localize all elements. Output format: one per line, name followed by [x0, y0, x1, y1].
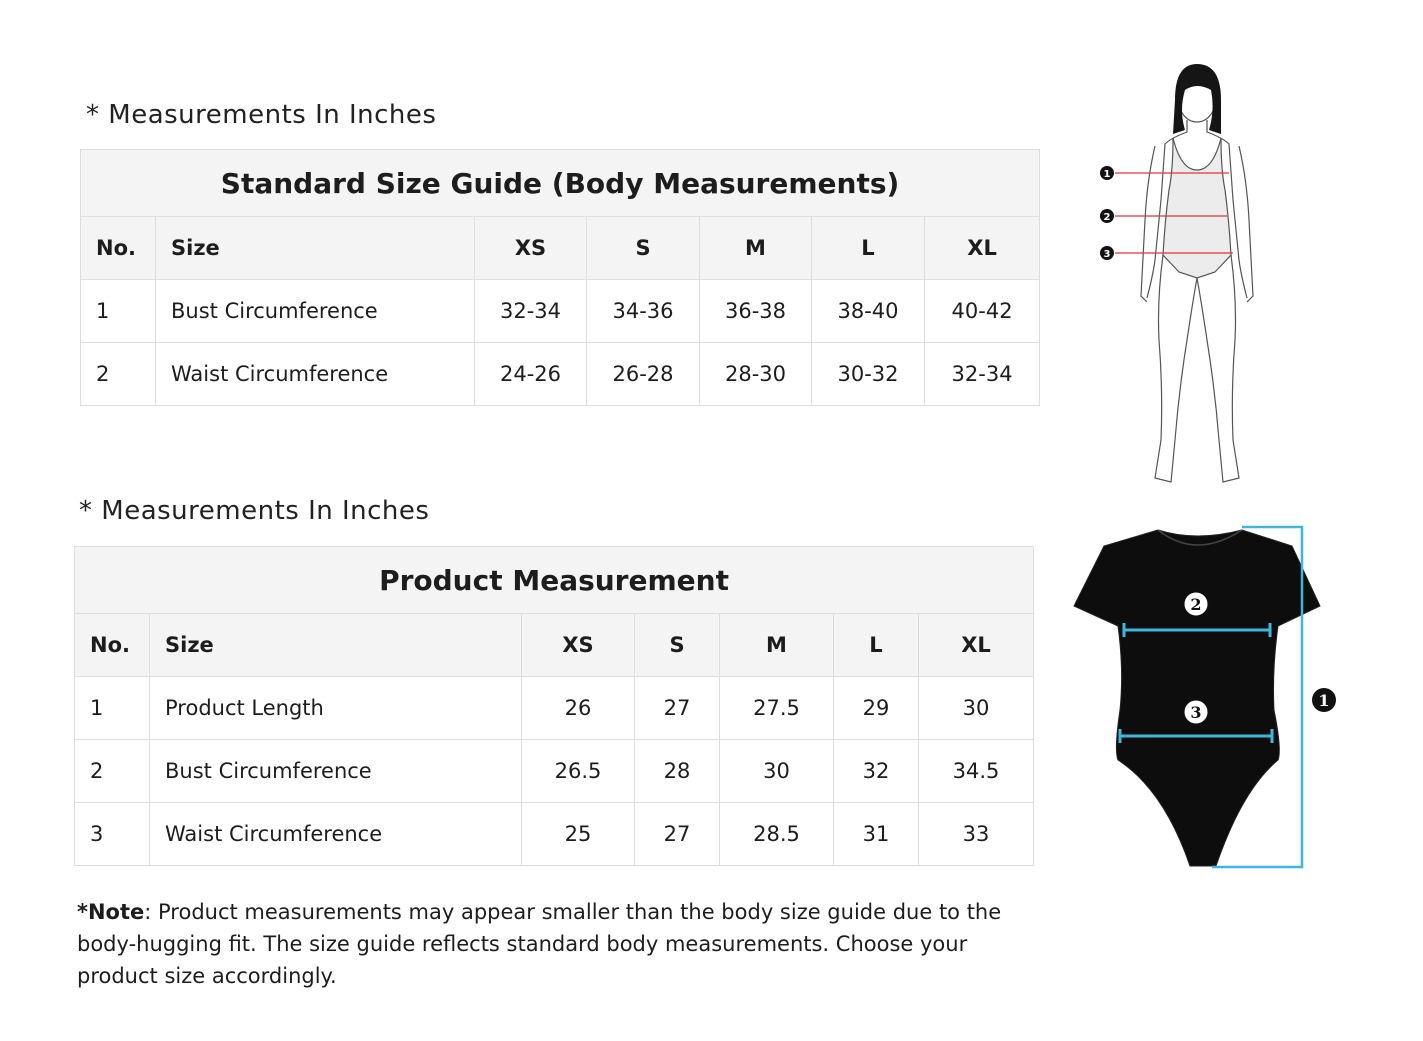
marker-label: 1: [1318, 691, 1330, 710]
table-cell: Product Length: [150, 677, 522, 740]
measurement-unit-note: * Measurements In Inches: [79, 496, 430, 526]
header-cell: S: [587, 217, 700, 280]
bodysuit-shape: [1074, 530, 1320, 866]
table-cell: Waist Circumference: [156, 343, 475, 406]
table-cell: 27.5: [720, 677, 834, 740]
body-measurement-figure: [1095, 60, 1265, 490]
product-measurement-table: [74, 546, 1034, 866]
table-cell: 26: [522, 677, 635, 740]
table-title: Product Measurement: [75, 547, 1034, 614]
table-cell: 28-30: [700, 343, 812, 406]
table-cell: 29: [834, 677, 919, 740]
table-cell: 33: [919, 803, 1034, 866]
table-cell: 34-36: [587, 280, 700, 343]
table-header-row: [75, 614, 1034, 677]
table-cell: Bust Circumference: [156, 280, 475, 343]
table-cell: 27: [635, 803, 720, 866]
table-cell: 1: [75, 677, 150, 740]
table-row: [75, 803, 1034, 866]
table-header-row: [81, 217, 1040, 280]
table-cell: 31: [834, 803, 919, 866]
table-cell: 28.5: [720, 803, 834, 866]
table-cell: 40-42: [925, 280, 1040, 343]
header-cell: No.: [75, 614, 150, 677]
header-cell: M: [700, 217, 812, 280]
table-cell: 32-34: [475, 280, 587, 343]
header-cell: L: [812, 217, 925, 280]
marker-label: 3: [1190, 703, 1202, 722]
marker-label: 2: [1103, 212, 1111, 223]
table-row: [81, 280, 1040, 343]
table-cell: 30: [720, 740, 834, 803]
table-cell: 1: [81, 280, 156, 343]
header-cell: Size: [156, 217, 475, 280]
table-cell: 2: [75, 740, 150, 803]
table-cell: 26.5: [522, 740, 635, 803]
table-row: [81, 343, 1040, 406]
body-outline: [1141, 68, 1253, 482]
marker-label: 3: [1103, 249, 1111, 260]
table-cell: 32-34: [925, 343, 1040, 406]
body-markers: [1100, 166, 1114, 260]
table-cell: 38-40: [812, 280, 925, 343]
table-cell: 24-26: [475, 343, 587, 406]
bodysuit-figure: [1066, 520, 1346, 880]
measurement-unit-note: * Measurements In Inches: [86, 100, 437, 130]
header-cell: Size: [150, 614, 522, 677]
table-cell: 26-28: [587, 343, 700, 406]
footnote-text: : Product measurements may appear smaller than the body size guide due to the body-hugging fit. The size guide reflects standard body measurements. Choose your product size accordingly.: [77, 900, 1002, 988]
header-cell: XS: [522, 614, 635, 677]
table-cell: Bust Circumference: [150, 740, 522, 803]
marker-label: 2: [1190, 595, 1202, 614]
table-cell: 36-38: [700, 280, 812, 343]
header-cell: L: [834, 614, 919, 677]
table-cell: 28: [635, 740, 720, 803]
table-cell: 34.5: [919, 740, 1034, 803]
table-title: Standard Size Guide (Body Measurements): [81, 150, 1040, 217]
table-row: [75, 677, 1034, 740]
table-cell: Waist Circumference: [150, 803, 522, 866]
header-cell: No.: [81, 217, 156, 280]
table-cell: 32: [834, 740, 919, 803]
footnote-label: *Note: [77, 900, 145, 924]
header-cell: XL: [925, 217, 1040, 280]
marker-label: 1: [1103, 169, 1111, 180]
header-cell: XL: [919, 614, 1034, 677]
header-cell: M: [720, 614, 834, 677]
header-cell: S: [635, 614, 720, 677]
table-cell: 30-32: [812, 343, 925, 406]
table-cell: 25: [522, 803, 635, 866]
table-cell: 27: [635, 677, 720, 740]
table-cell: 30: [919, 677, 1034, 740]
table-cell: 3: [75, 803, 150, 866]
table-cell: 2: [81, 343, 156, 406]
table-row: [75, 740, 1034, 803]
footnote: [77, 896, 1052, 992]
header-cell: XS: [475, 217, 587, 280]
body-size-table: [80, 149, 1040, 406]
